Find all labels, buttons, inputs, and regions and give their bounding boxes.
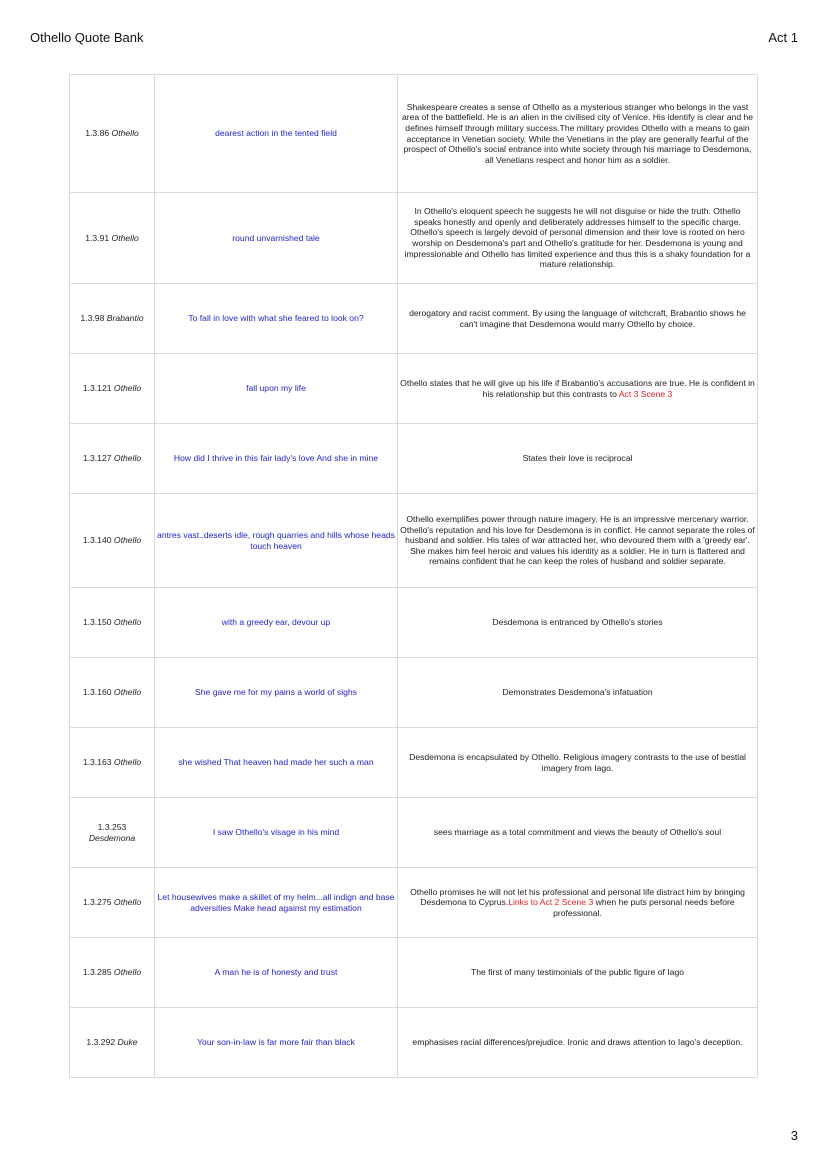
line-reference-cell [70, 75, 155, 193]
line-reference: 1.3.163 [82, 757, 112, 768]
analysis-cell: Demonstrates Desdemona's infatuation [398, 658, 758, 728]
line-reference: 1.3.98 [80, 313, 105, 324]
quote-cell: fall upon my life [155, 354, 398, 424]
speaker-name: Othello [113, 535, 142, 546]
table-row [70, 588, 758, 658]
speaker-name: Othello [111, 232, 139, 243]
line-reference-cell [70, 354, 155, 424]
line-reference: 1.3.86 [85, 128, 110, 139]
speaker-name: Othello [113, 897, 142, 908]
quote-table [69, 74, 758, 1078]
speaker-name: Duke [117, 1037, 138, 1048]
speaker-name: Othello [113, 967, 142, 978]
line-reference: 1.3.140 [82, 535, 112, 546]
line-reference-cell [70, 658, 155, 728]
quote-cell: Let housewives make a skillet of my helm...all indign and base adversities Make head against my estimation [155, 868, 398, 938]
table-row [70, 354, 758, 424]
page-number: 3 [790, 1128, 798, 1143]
analysis-text-after: when he puts personal needs before professional. [553, 897, 735, 918]
quote-cell: round unvarnished tale [155, 193, 398, 284]
line-reference-cell [70, 798, 155, 868]
analysis-cell: emphasises racial differences/prejudice. Ironic and draws attention to Iago's deception. [398, 1008, 758, 1078]
speaker-name: Othello [113, 383, 142, 394]
line-reference: 1.3.292 [86, 1037, 116, 1048]
line-reference-cell [70, 868, 155, 938]
analysis-cell [398, 354, 758, 424]
quote-cell: antres vast..deserts idle, rough quarries and hills whose heads touch heaven [155, 494, 398, 588]
table-row [70, 494, 758, 588]
quote-cell: To fall in love with what she feared to look on? [155, 284, 398, 354]
line-reference: 1.3.285 [82, 967, 112, 978]
line-reference-cell [70, 193, 155, 284]
table-row [70, 424, 758, 494]
analysis-text: Othello states that he will give up his life if Brabantio's accusations are true. He is confident in his relationship but this contrasts to [400, 377, 755, 399]
line-reference: 1.3.160 [82, 687, 112, 698]
line-reference-cell [70, 1008, 155, 1078]
speaker-name: Desdemona [88, 832, 136, 843]
analysis-cell: States their love is reciprocal [398, 424, 758, 494]
line-reference: 1.3.150 [82, 617, 112, 628]
line-reference-cell [70, 284, 155, 354]
analysis-cell: sees marriage as a total commitment and views the beauty of Othello's soul [398, 798, 758, 868]
line-reference-cell [70, 424, 155, 494]
quote-cell: she wished That heaven had made her such a man [155, 728, 398, 798]
speaker-name: Brabantio [106, 313, 144, 324]
table-row [70, 938, 758, 1008]
line-reference: 1.3.127 [82, 453, 112, 464]
table-row [70, 193, 758, 284]
document-title: Othello Quote Bank [30, 30, 144, 45]
analysis-cell: derogatory and racist comment. By using the language of witchcraft, Brabantio shows he can't imagine that Desdemona would marry Othello by choice. [398, 284, 758, 354]
analysis-cell: Desdemona is entranced by Othello's stories [398, 588, 758, 658]
speaker-name: Othello [113, 617, 142, 628]
quote-cell: with a greedy ear, devour up [155, 588, 398, 658]
speaker-name: Othello [113, 757, 142, 768]
table-row [70, 798, 758, 868]
quote-cell: I saw Othello's visage in his mind [155, 798, 398, 868]
act-cross-reference-link[interactable]: Links to Act 2 Scene 3 [508, 897, 594, 908]
line-reference-cell [70, 938, 155, 1008]
table-row [70, 1008, 758, 1078]
analysis-cell: Shakespeare creates a sense of Othello as a mysterious stranger who belongs in the vast area of the battlefield. He is an alien in the civilised city of Venice. His identify is clear and he defines himself through military success.The military provides Othello with a means to gain acceptance in Venetian society. While the Venetians in the play are generally fearful of the prospect of Othello's social entrance into white society through his marriage to Desdemona, all Venetians respect and honor him as a soldier. [398, 75, 758, 193]
act-cross-reference-link[interactable]: Act 3 Scene 3 [618, 388, 673, 399]
quote-cell: dearest action in the tented field [155, 75, 398, 193]
quote-cell: How did I thrive in this fair lady's love And she in mine [155, 424, 398, 494]
line-reference: 1.3.275 [82, 897, 112, 908]
table-row [70, 728, 758, 798]
analysis-cell [398, 868, 758, 938]
table-row [70, 284, 758, 354]
speaker-name: Othello [113, 687, 142, 698]
analysis-cell: Desdemona is encapsulated by Othello. Religious imagery contrasts to the use of bestial imagery from Iago. [398, 728, 758, 798]
act-label: Act 1 [768, 30, 798, 45]
speaker-name: Othello [113, 453, 142, 464]
analysis-text: Othello promises he will not let his professional and personal life distract him by bringing Desdemona to Cyprus. [410, 886, 745, 908]
table-row [70, 868, 758, 938]
table-row [70, 75, 758, 193]
line-reference-cell [70, 728, 155, 798]
analysis-cell: In Othello's eloquent speech he suggests he will not disguise or hide the truth. Othello speaks honestly and openly and deliberately addresses himself to the specific charge. Othello's speech is largely devoid of personal dimension and their love is rooted on hero worship on Desdemona's part and Othello's gratitude for her. Desdemona is young and impressionable and Othello has limited experience and thus this is a shaky foundation for a mature relationship. [398, 193, 758, 284]
speaker-name: Othello [111, 128, 139, 139]
line-reference-cell [70, 494, 155, 588]
line-reference-cell [70, 588, 155, 658]
quote-cell: A man he is of honesty and trust [155, 938, 398, 1008]
line-reference: 1.3.91 [85, 232, 110, 243]
analysis-cell: The first of many testimonials of the public figure of Iago [398, 938, 758, 1008]
analysis-cell: Othello exemplifies power through nature imagery. He is an impressive mercenary warrior. Othello's reputation and his love for Desdemona is in conflict. He cannot separate the roles of husband and soldier. His tales of war attracted her, who devoured them with a 'greedy ear'. She makes him feel heroic and values his identity as a soldier. He in turn is flattered and remains confident that he can keep the roles of husband and soldier separate. [398, 494, 758, 588]
table-row [70, 658, 758, 728]
line-reference: 1.3.121 [82, 383, 112, 394]
quote-cell: Your son-in-law is far more fair than black [155, 1008, 398, 1078]
line-reference: 1.3.253 [97, 821, 127, 832]
quote-cell: She gave me for my pains a world of sighs [155, 658, 398, 728]
